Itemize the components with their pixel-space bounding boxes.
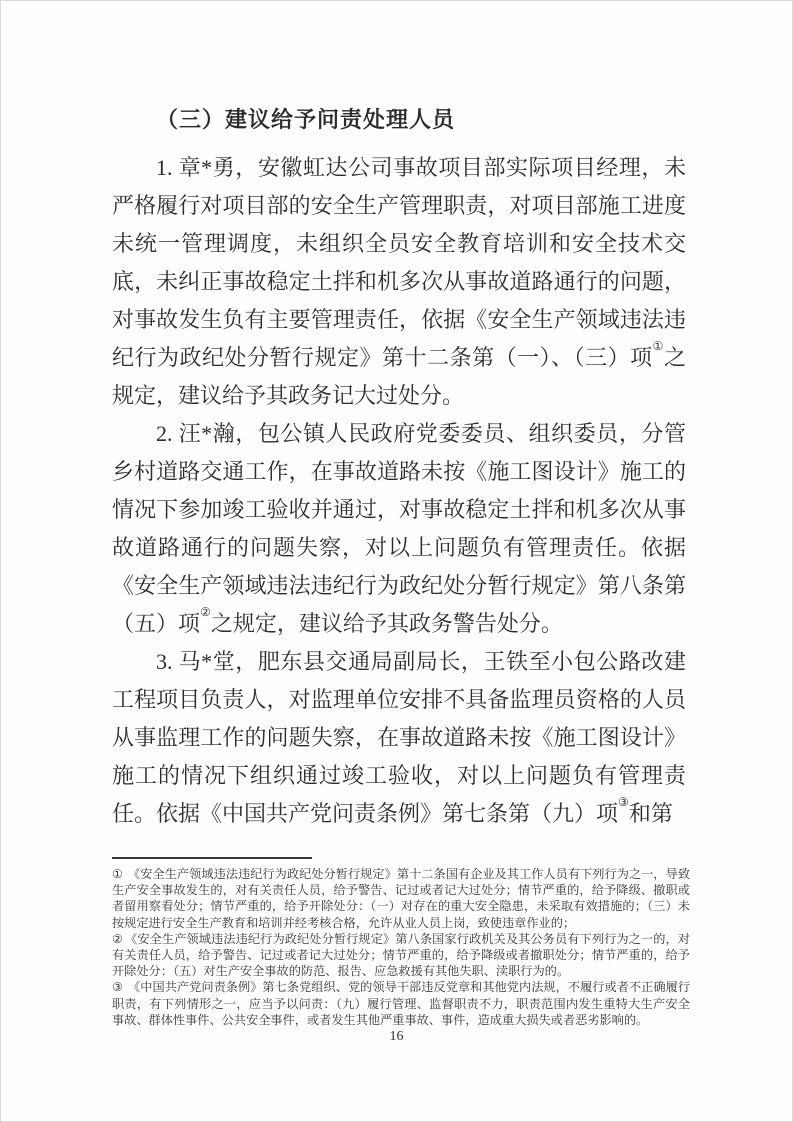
- footnote-3: [112, 979, 690, 1028]
- footnote-marker-3: ③: [112, 980, 123, 995]
- footnote-marker-2: ②: [112, 931, 124, 946]
- footnote-marker-1: ①: [112, 867, 123, 881]
- paragraph-text: 2. 汪*瀚，包公镇人民政府党委委员、组织委员，分管乡村道路交通工作，在事故道路未按《施工图设计》施工的情况下参加竣工验收并通过，对事故稳定土拌和机多次从事故道路通行的问题失察，对以上问题负有管理责任。依据《安全生产领域违法违纪行为政纪处分暂行规定》第八条第（五）项: [112, 421, 686, 636]
- paragraph-text: 3. 马*堂，肥东县交通局副局长，王铁至小包公路改建工程项目负责人，对监理单位安排不具备监理员资格的人员从事监理工作的问题失察，在事故道路未按《施工图设计》施工的情况下组织通过竣工验收，对以上问题负有管理责任。依据《中国共产党问责条例》第七条第（九）项: [112, 649, 686, 826]
- paragraph-text-after: 和第: [628, 801, 673, 826]
- paragraph-text-after: 之规定，建议给予其政务警告处分。: [210, 611, 563, 636]
- paragraph-text-after: 之规定，建议给予其政务记大过处分。: [112, 345, 686, 408]
- footnote-reference-3: ③: [618, 795, 629, 810]
- footnote-text: 《中国共产党问责条例》第七条党组织、党的领导干部违反党章和其他党内法规，不履行或者不正确履行职责，有下列情形之一，应当予以问责：（九）履行管理、监督职责不力，职责范围内发生重特大生产安全事故、群体性事件、公共安全事件，或者发生其他严重事故、事件，造成重大损失或者恶劣影响的。: [112, 980, 691, 1027]
- footnotes-section: [112, 857, 690, 1028]
- footnote-2: [112, 931, 690, 980]
- footnote-text: 《安全生产领域违法违纪行为政纪处分暂行规定》第八条国家行政机关及其公务员有下列行为之一的，对有关责任人员，给予警告、记过或者记大过处分；情节严重的，给予降级或者撤职处分；情节严重的，给予开除处分：（五）对生产安全事故的防范、报告、应急救援有其他失职、渎职行为的。: [112, 931, 690, 979]
- footnote-text: 《安全生产领域违法违纪行为政纪处分暂行规定》第十二条国有企业及其工作人员有下列行为之一，导致生产安全事故发生的，对有关责任人员，给予警告、记过或者记大过处分；情节严重的，给予降级、撤职或者留用察看处分；情节严重的，给予开除处分：（一）对存在的重大安全隐患，未采取有效措施的；（三）未按规定进行安全生产教育和培训并经考核合格，允许从业人员上岗，致使违章作业的；: [112, 867, 691, 930]
- document-body: [112, 101, 686, 833]
- section-heading: （三）建议给予问责处理人员: [156, 107, 456, 132]
- paragraph-text: 1. 章*勇，安徽虹达公司事故项目部实际项目经理，未严格履行对项目部的安全生产管理职责，对项目部施工进度未统一管理调度，未组织全员安全教育培训和安全技术交底，未纠正事故稳定土拌和机多次从事故道路通行的问题，对事故发生负有主要管理责任，依据《安全生产领域违法违纪行为政纪处分暂行规定》第十二条第（一）、（三）项: [112, 155, 686, 370]
- footnote-reference-2: ②: [200, 605, 211, 620]
- footnote-1: [112, 866, 690, 931]
- page-number: 16: [389, 1029, 404, 1044]
- paragraph-accountability-3: [112, 643, 686, 833]
- footnote-separator: [112, 857, 312, 859]
- paragraph-accountability-2: [112, 415, 686, 643]
- paragraph-accountability-1: [112, 149, 686, 415]
- footnote-reference-1: ①: [652, 339, 664, 354]
